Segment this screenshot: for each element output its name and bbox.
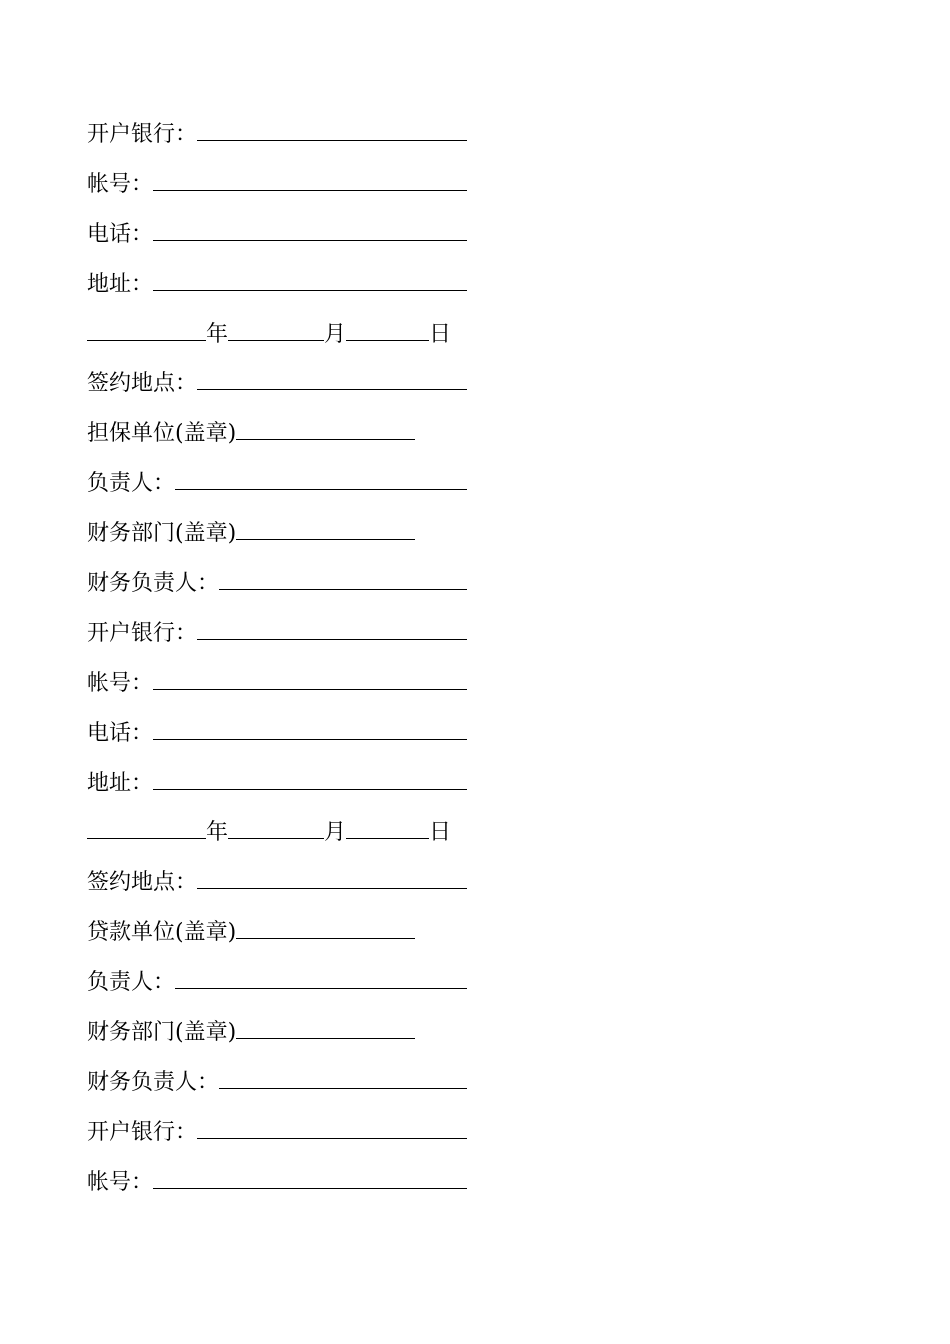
month-blank[interactable] [228, 810, 324, 839]
signing-place-line [87, 860, 467, 910]
date-line [87, 810, 467, 860]
responsible-person-line [87, 960, 467, 1010]
address-label: 地址： [87, 770, 154, 796]
account-blank[interactable] [153, 1160, 467, 1189]
address-line [87, 262, 467, 312]
finance-dept-line [87, 1010, 467, 1060]
responsible-person-blank[interactable] [175, 461, 467, 490]
signing-place-blank[interactable] [197, 860, 467, 889]
bank-label: 开户银行： [87, 620, 198, 646]
year-label: 年 [206, 321, 229, 347]
signing-place-label: 签约地点： [87, 371, 198, 397]
day-blank[interactable] [346, 810, 429, 839]
phone-label: 电话： [87, 720, 154, 746]
bank-line [87, 611, 467, 661]
account-line [87, 162, 467, 212]
account-line [87, 1160, 467, 1210]
bank-line [87, 1110, 467, 1160]
finance-dept-blank[interactable] [236, 1010, 415, 1039]
responsible-person-label: 负责人： [87, 970, 176, 996]
finance-dept-line [87, 511, 467, 561]
finance-head-line [87, 1060, 467, 1110]
borrower-blank[interactable] [236, 910, 415, 939]
account-label: 帐号： [87, 171, 154, 197]
account-blank[interactable] [153, 661, 467, 690]
finance-head-label: 财务负责人： [87, 571, 220, 597]
responsible-person-line [87, 461, 467, 511]
finance-dept-label: 财务部门(盖章) [87, 1020, 237, 1046]
year-label: 年 [206, 820, 229, 846]
phone-line [87, 212, 467, 262]
responsible-person-blank[interactable] [175, 960, 467, 989]
borrower-line [87, 910, 467, 960]
guarantor-blank[interactable] [236, 411, 415, 440]
phone-line [87, 711, 467, 761]
guarantor-line [87, 411, 467, 461]
finance-head-blank[interactable] [219, 561, 467, 590]
account-blank[interactable] [153, 162, 467, 191]
year-blank[interactable] [87, 810, 206, 839]
signing-place-line [87, 361, 467, 411]
account-line [87, 661, 467, 711]
address-line [87, 761, 467, 811]
phone-label: 电话： [87, 221, 154, 247]
address-label: 地址： [87, 271, 154, 297]
finance-head-line [87, 561, 467, 611]
account-label: 帐号： [87, 670, 154, 696]
contract-signature-block [87, 112, 467, 1210]
phone-blank[interactable] [153, 711, 467, 740]
responsible-person-label: 负责人： [87, 471, 176, 497]
day-label: 日 [429, 321, 452, 347]
month-label: 月 [324, 321, 347, 347]
day-label: 日 [429, 820, 452, 846]
month-label: 月 [324, 820, 347, 846]
bank-label: 开户银行： [87, 122, 198, 147]
signing-place-label: 签约地点： [87, 870, 198, 896]
bank-line [87, 112, 467, 162]
account-label: 帐号： [87, 1169, 154, 1195]
bank-blank[interactable] [197, 611, 467, 640]
signing-place-blank[interactable] [197, 361, 467, 390]
phone-blank[interactable] [153, 212, 467, 241]
finance-head-blank[interactable] [219, 1060, 467, 1089]
finance-head-label: 财务负责人： [87, 1069, 220, 1095]
guarantor-label: 担保单位(盖章) [87, 421, 237, 447]
date-line [87, 312, 467, 362]
day-blank[interactable] [346, 312, 429, 341]
address-blank[interactable] [153, 761, 467, 790]
borrower-label: 贷款单位(盖章) [87, 920, 237, 946]
month-blank[interactable] [228, 312, 324, 341]
finance-dept-blank[interactable] [236, 511, 415, 540]
year-blank[interactable] [87, 312, 206, 341]
address-blank[interactable] [153, 262, 467, 291]
finance-dept-label: 财务部门(盖章) [87, 521, 237, 547]
bank-blank[interactable] [197, 1110, 467, 1139]
bank-blank[interactable] [197, 112, 467, 141]
bank-label: 开户银行： [87, 1119, 198, 1145]
